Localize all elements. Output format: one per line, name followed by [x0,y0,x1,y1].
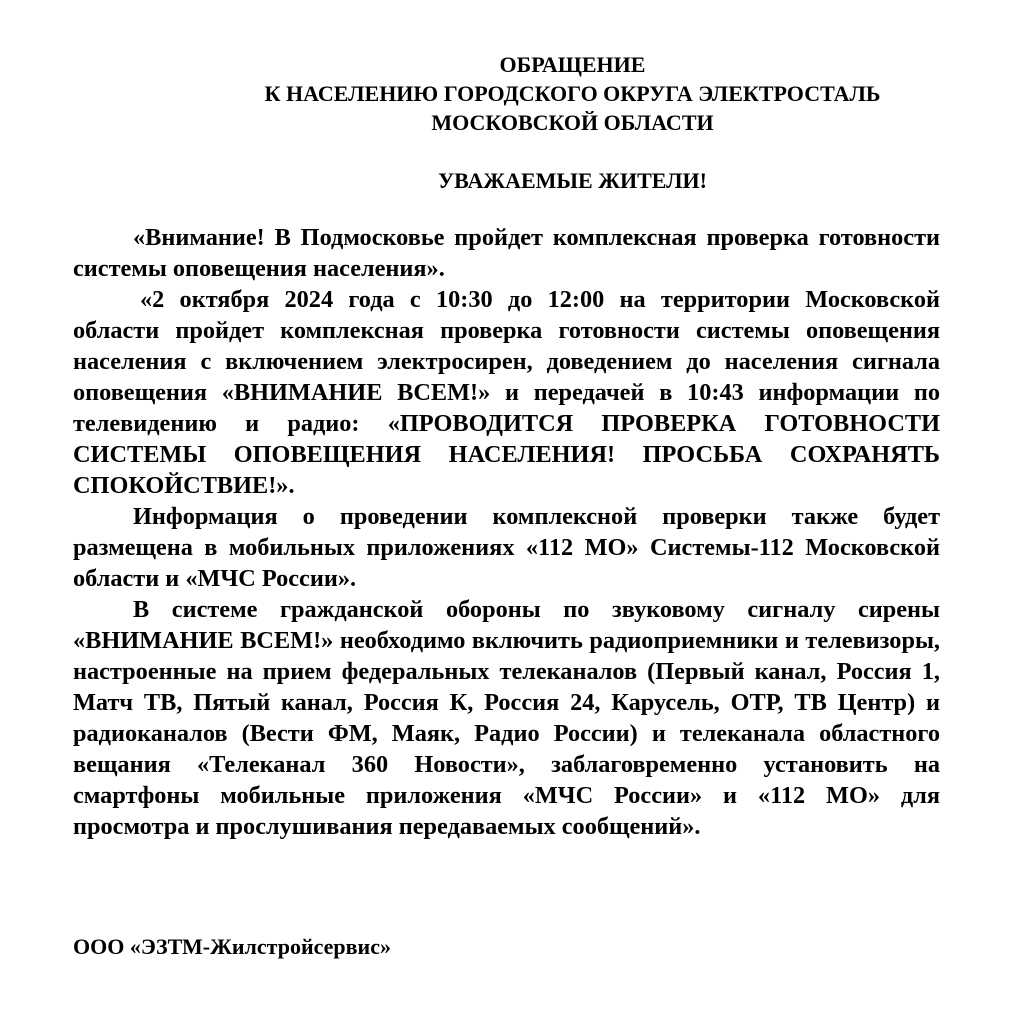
greeting: УВАЖАЕМЫЕ ЖИТЕЛИ! [438,168,707,193]
signature: ООО «ЭЗТМ-Жилстройсервис» [73,934,391,959]
paragraph-check-details: «2 октября 2024 года с 10:30 до 12:00 на территории Московской области пройдет комплексная проверка готовности системы оповещения населения с включением электросирен, доведением до населения сигнала оповещения «ВНИМАНИЕ ВСЕМ!» и передачей в 10:43 информации по телевидению и радио: «ПРОВОДИТСЯ ПРОВЕРКА ГОТОВНОСТИ СИСТЕМЫ ОПОВЕЩЕНИЯ НАСЕЛЕНИЯ! ПРОСЬБА СОХРАНЯТЬ СПОКОЙСТВИЕ!». [73,286,940,499]
document-title [139,50,1006,137]
title-line-1: ОБРАЩЕНИЕ [499,52,646,77]
paragraph-civil-defense: В системе гражданской обороны по звуковому сигналу сирены «ВНИМАНИЕ ВСЕМ!» необходимо включить радиоприемники и телевизоры, настроенные на прием федеральных телеканалов (Первый канал, Россия 1, Матч ТВ, Пятый канал, Россия К, Россия 24, Карусель, ОТР, ТВ Центр) и радиоканалов (Вести ФМ, Маяк, Радио России) и телеканала областного вещания «Телеканал 360 Новости», заблаговременно установить на смартфоны мобильные приложения «МЧС России» и «112 МО» для просмотра и прослушивания передаваемых сообщений». [73,596,940,840]
title-line-3: МОСКОВСКОЙ ОБЛАСТИ [431,110,714,135]
document-body [73,222,940,842]
title-line-2: К НАСЕЛЕНИЮ ГОРОДСКОГО ОКРУГА ЭЛЕКТРОСТАЛЬ [264,81,881,106]
paragraph-attention: «Внимание! В Подмосковье пройдет комплексная проверка готовности системы оповещения населения». [73,224,940,282]
document-page [73,50,940,842]
paragraph-mobile-apps: Информация о проведении комплексной проверки также будет размещена в мобильных приложениях «112 МО» Системы-112 Московской области и «МЧС России». [73,503,940,592]
